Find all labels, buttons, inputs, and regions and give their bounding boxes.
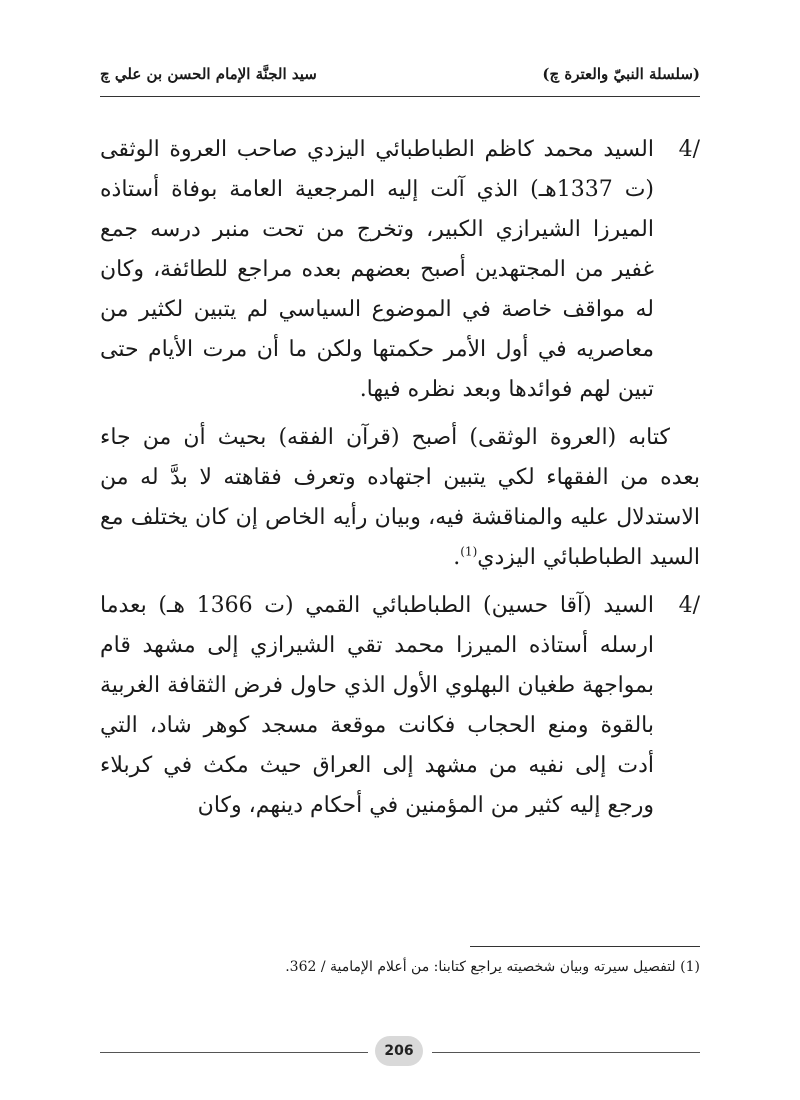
page-number: 206 xyxy=(375,1036,423,1066)
series-title: (سلسلة النبيّ والعترة ﭺ) xyxy=(542,65,700,83)
paragraph-text: كتابه (العروة الوثقى) أصبح (قرآن الفقه) بحيث أن من جاء بعده من الفقهاء لكي يتبين اجتهاده وتعرف فقاهته لا بدَّ له من الاستدلال عليه والمناقشة فيه، وبيان رأيه الخاص إن كان يختلف مع السيد الطباطبائي اليزدي xyxy=(100,425,700,570)
page-number-rule-right xyxy=(432,1052,700,1053)
running-header xyxy=(100,56,700,92)
book-title: سيد الجنَّة الإمام الحسن بن علي ﭺ xyxy=(100,65,317,83)
list-item-text: السيد (آقا حسين) الطباطبائي القمي (ت 1366 هـ) بعدما ارسله أستاذه الميرزا محمد تقي الشيرازي إلى مشهد قام بمواجهة طغيان البهلوي الأول الذي حاول فرض الثقافة الغربية بالقوة ومنع الحجاب فكانت موقعة مسجد كوهر شاد، التي أدت إلى نفيه من مشهد إلى العراق حيث مكث في كربلاء ورجع إليه كثير من المؤمنين في أحكام دينهم، وكان xyxy=(100,593,654,818)
footnote-number: (1) xyxy=(680,959,700,975)
list-item-1 xyxy=(100,130,700,410)
list-item-text: السيد محمد كاظم الطباطبائي اليزدي صاحب العروة الوثقى (ت 1337هـ) الذي آلت إليه المرجعية العامة بوفاة أستاذه الميرزا الشيرازي الكبير، وتخرج من تحت منبر درسه جمع غفير من المجتهدين أصبح بعضهم بعده مراجع للطائفة، وكان له مواقف خاصة في الموضوع السياسي لم يتبين لكثير من معاصريه في أول الأمر حكمتها ولكن ما أن مرت الأيام حتى تبين لهم فوائدها وبعد نظره فيها. xyxy=(100,137,654,402)
body-paragraph xyxy=(100,418,700,578)
footnote-divider xyxy=(470,946,700,947)
footnote xyxy=(100,955,700,979)
footnote-text: لتفصيل سيرته وبيان شخصيته يراجع كتابنا: من أعلام الإمامية / 362. xyxy=(285,959,676,975)
list-item-number: /4 xyxy=(678,593,700,618)
footnote-reference[interactable]: (1) xyxy=(460,544,478,559)
paragraph-end: . xyxy=(453,545,461,570)
header-divider xyxy=(100,96,700,97)
main-text xyxy=(100,130,700,834)
list-item-2 xyxy=(100,586,700,826)
list-item-number: /4 xyxy=(678,137,700,162)
page-number-rule-left xyxy=(100,1052,368,1053)
